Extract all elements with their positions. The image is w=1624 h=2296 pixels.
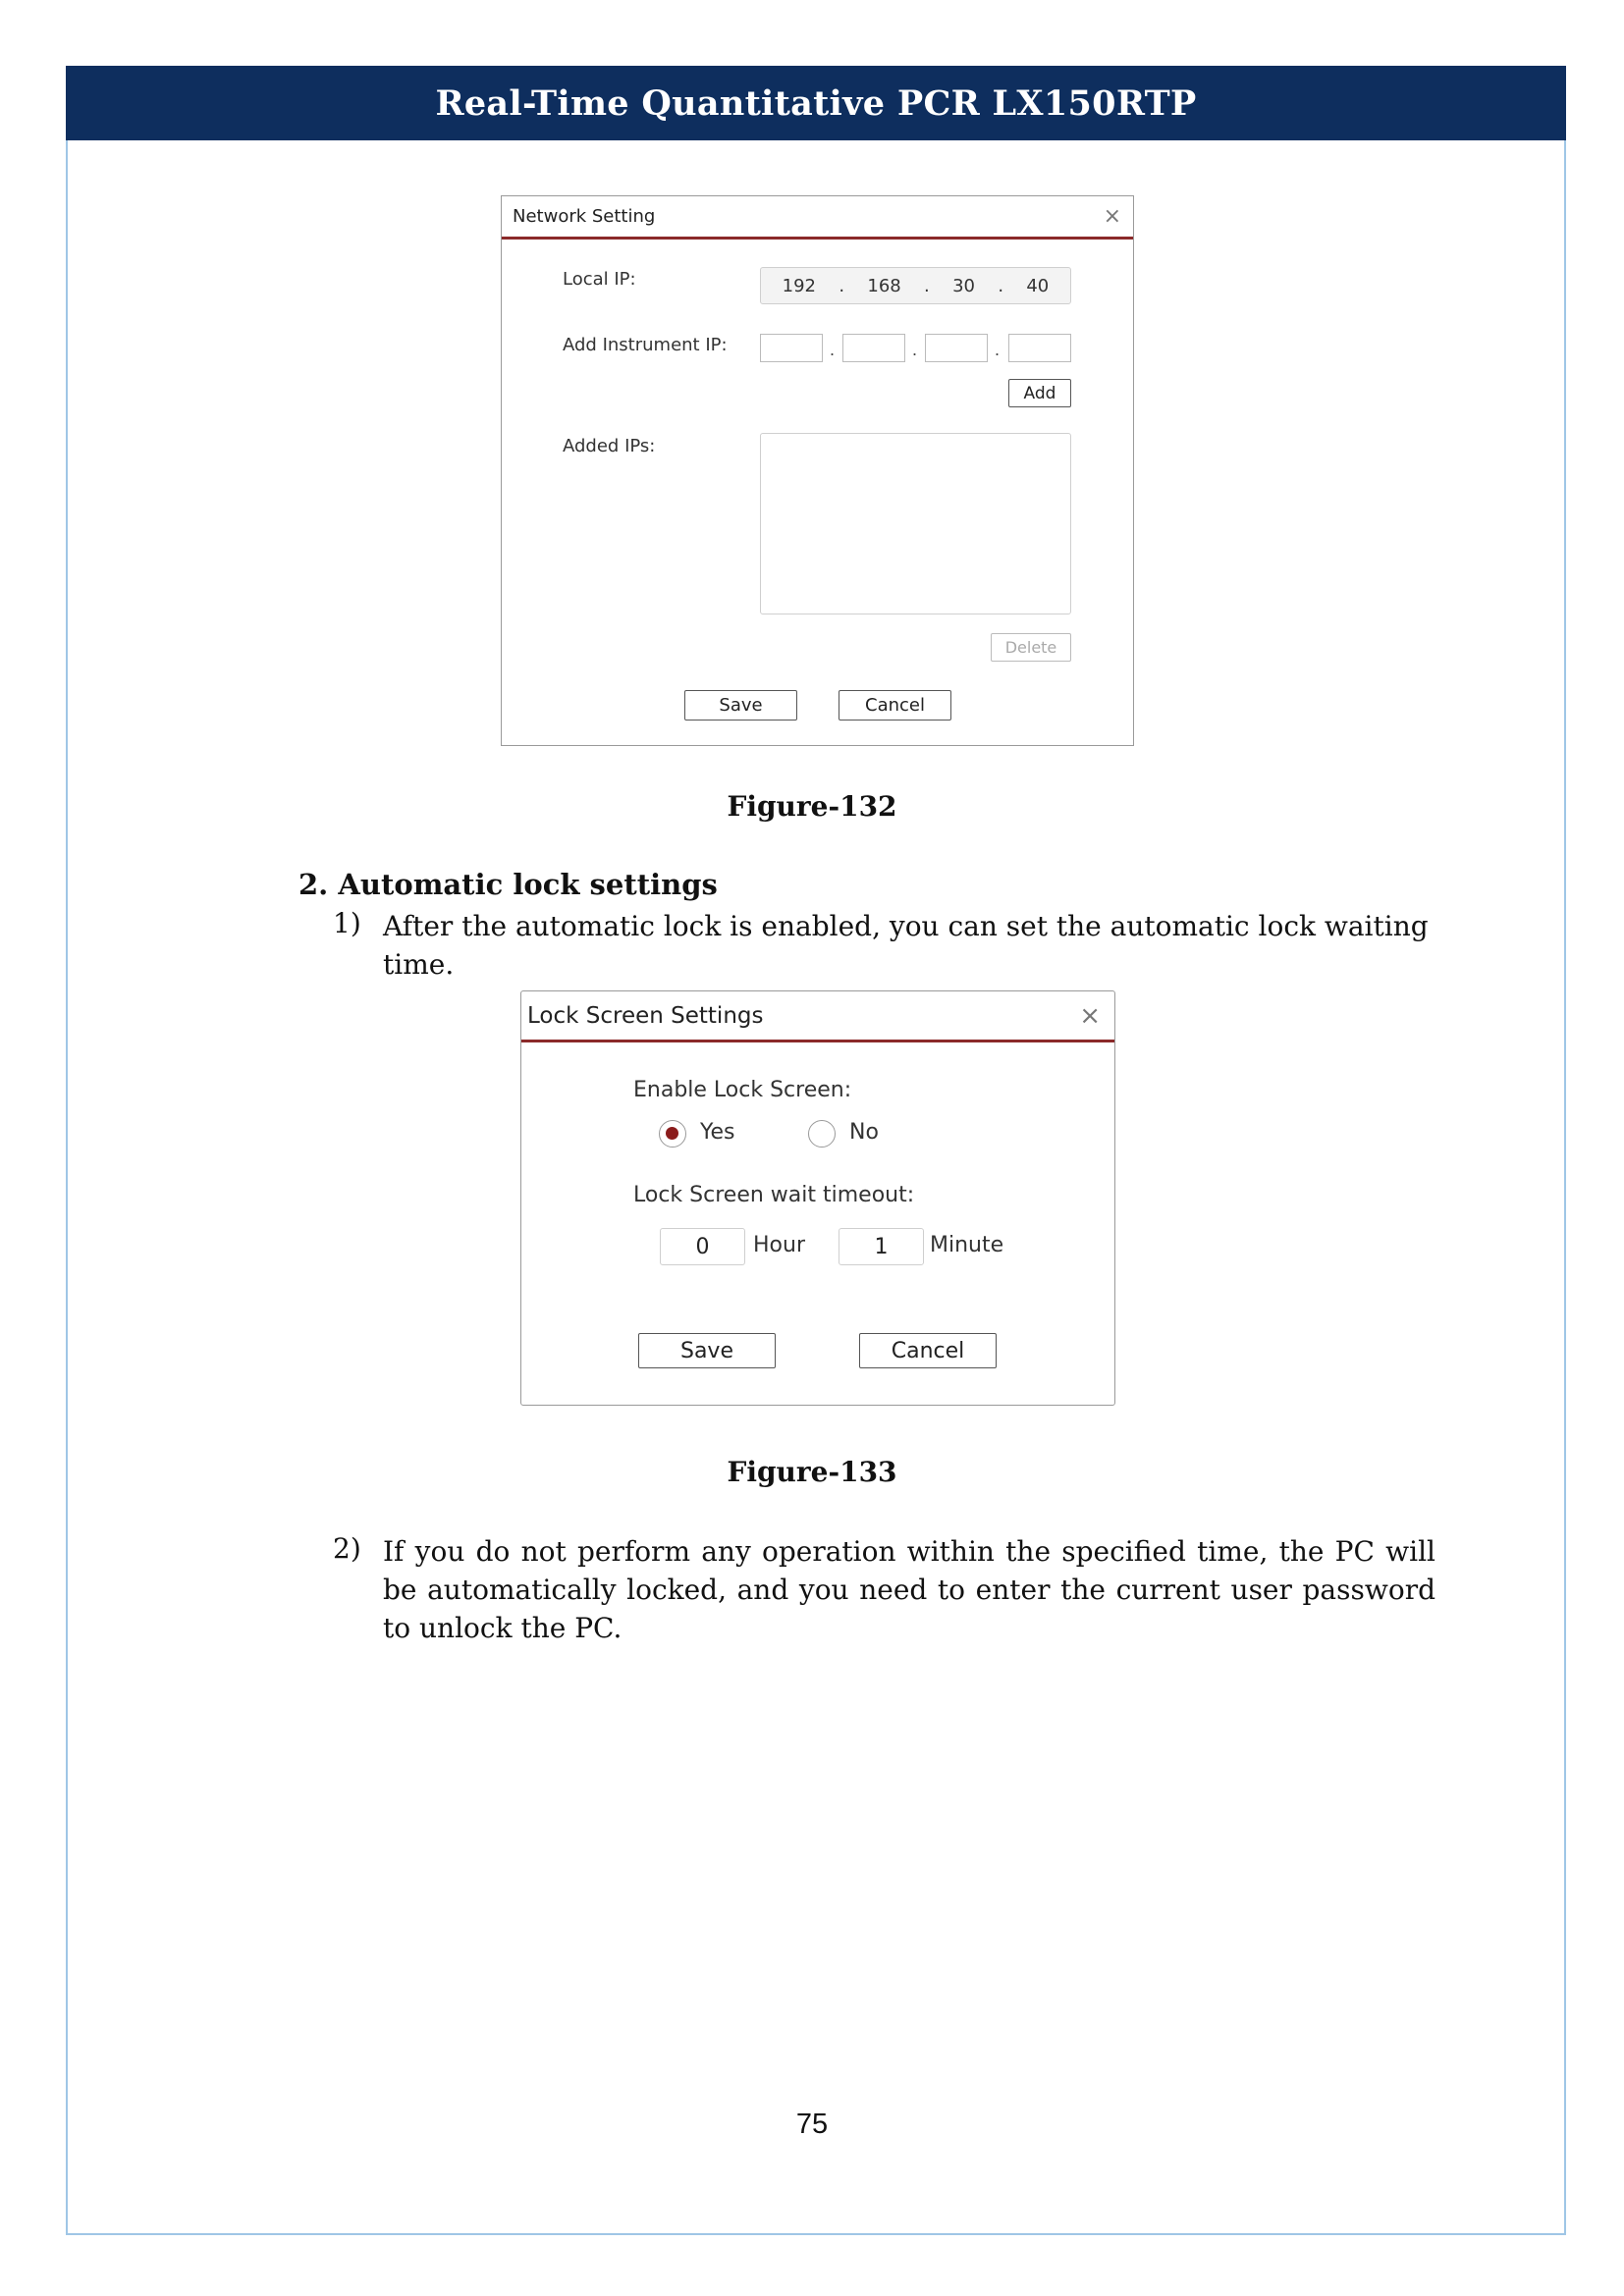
lock-dialog-title-bar (521, 991, 1114, 1042)
list-item-1-text: After the automatic lock is enabled, you can set the automatic lock waiting time. (383, 910, 1429, 981)
yes-radio[interactable] (659, 1120, 686, 1148)
local-ip-octet-3: 30 (952, 275, 975, 296)
delete-button[interactable]: Delete (991, 633, 1071, 662)
page-number: 75 (795, 2109, 829, 2140)
list-number-1: 1) (333, 907, 361, 939)
header-title: Real-Time Quantitative PCR LX150RTP (435, 82, 1197, 124)
network-dialog-title-bar (502, 196, 1133, 240)
minute-label: Minute (930, 1233, 1004, 1257)
list-number-2: 2) (333, 1532, 361, 1565)
local-ip-octet-4: 40 (1026, 275, 1050, 296)
local-ip-octet-2: 168 (867, 275, 901, 296)
add-ip-octet-2-input[interactable] (842, 334, 905, 362)
figure-caption-132: Figure-132 (727, 790, 897, 823)
add-ip-octet-1-input[interactable] (760, 334, 823, 362)
figure-caption-133: Figure-133 (727, 1456, 897, 1488)
save-button[interactable]: Save (638, 1333, 776, 1368)
timeout-label: Lock Screen wait timeout: (633, 1183, 915, 1207)
network-setting-dialog: Network Setting × Local IP: 192 . 168 . 30 . 40 Add Instrument IP: . . . Add Added IPs: Delete Save Cancel (501, 195, 1134, 746)
section-heading: 2. Automatic lock settings (298, 868, 718, 901)
close-icon[interactable]: × (1079, 1001, 1101, 1031)
no-radio[interactable] (808, 1120, 836, 1148)
enable-lock-screen-label: Enable Lock Screen: (633, 1078, 852, 1102)
yes-label: Yes (700, 1120, 735, 1145)
local-ip-label: Local IP: (563, 269, 636, 290)
local-ip-field: 192 . 168 . 30 . 40 (760, 267, 1071, 304)
local-ip-octet-1: 192 (782, 275, 817, 296)
hour-label: Hour (753, 1233, 805, 1257)
minute-input[interactable]: 1 (839, 1228, 924, 1265)
lock-dialog-title: Lock Screen Settings (527, 1003, 764, 1029)
add-ip-octet-4-input[interactable] (1008, 334, 1071, 362)
add-button[interactable]: Add (1008, 379, 1071, 407)
add-instrument-ip-label: Add Instrument IP: (563, 335, 728, 355)
save-button[interactable]: Save (684, 690, 797, 721)
added-ips-label: Added IPs: (563, 436, 656, 456)
close-icon[interactable]: × (1103, 204, 1121, 229)
hour-input[interactable]: 0 (660, 1228, 745, 1265)
lock-screen-settings-dialog (520, 990, 1115, 1406)
cancel-button[interactable]: Cancel (859, 1333, 997, 1368)
added-ips-list[interactable] (760, 433, 1071, 614)
cancel-button[interactable]: Cancel (839, 690, 951, 721)
no-label: No (849, 1120, 879, 1145)
page-header (66, 66, 1566, 140)
list-item-2-text: If you do not perform any operation within the specified time, the PC will be automatically locked, and you need to enter the current user password to unlock the PC. (383, 1535, 1435, 1644)
add-ip-octet-3-input[interactable] (925, 334, 988, 362)
network-dialog-title: Network Setting (513, 206, 656, 227)
